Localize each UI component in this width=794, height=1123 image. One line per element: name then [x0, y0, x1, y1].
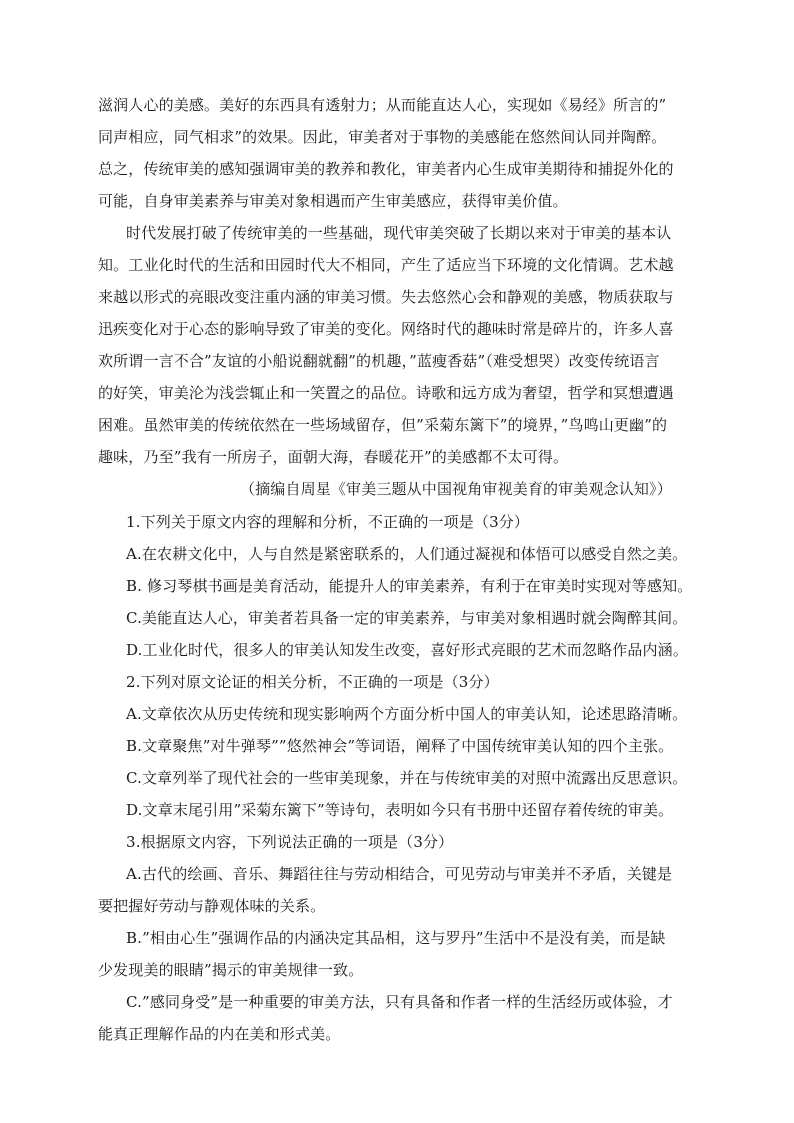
question-3-option-c-line-1: C.”感同身受”是一种重要的审美方法，只有具备和作者一样的生活经历或体验，才 — [126, 993, 673, 1011]
question-2-option-d: D.文章末尾引用”采菊东篱下”等诗句，表明如今只有书册中还留存着传统的审美。 — [126, 801, 674, 819]
question-1-option-a: A.在农耕文化中，人与自然是紧密联系的，人们通过凝视和体悟可以感受自然之美。 — [126, 545, 688, 563]
question-2-option-c: C.文章列举了现代社会的一些审美现象，并在与传统审美的对照中流露出反思意识。 — [126, 769, 688, 787]
question-3-stem: 3.根据原文内容，下列说法正确的一项是（3分） — [126, 833, 454, 851]
paragraph-2-line-6: 的好笑，审美沦为浅尝辄止和一笑置之的品位。诗歌和远方成为奢望，哲学和冥想遭遇 — [98, 384, 674, 402]
paragraph-2-line-2: 知。工业化时代的生活和田园时代大不相同，产生了适应当下环境的文化情调。艺术越 — [98, 256, 674, 274]
paragraph-1-line-3: 总之，传统审美的感知强调审美的教养和教化，审美者内心生成审美期待和捕捉外化的 — [98, 160, 674, 178]
question-3-option-b-line-2: 少发现美的眼睛”揭示的审美规律一致。 — [98, 961, 364, 979]
question-2-stem: 2.下列对原文论证的相关分析，不正确的一项是（3分） — [126, 673, 499, 691]
paragraph-1-line-2: 同声相应，同气相求”的效果。因此，审美者对于事物的美感能在悠然间认同并陶醉。 — [98, 128, 667, 146]
question-3-option-c-line-2: 能真正理解作品的内在美和形式美。 — [98, 1025, 341, 1043]
question-1-stem: 1.下列关于原文内容的理解和分析，不正确的一项是（3分） — [126, 513, 530, 531]
paragraph-2-line-1: 时代发展打破了传统审美的一些基础，现代审美突破了长期以来对于审美的基本认 — [126, 224, 672, 242]
paragraph-1-line-1: 滋润人心的美感。美好的东西具有透射力；从而能直达人心，实现如《易经》所言的” — [98, 96, 667, 114]
paragraph-2-line-5: 欢所谓一言不合”友谊的小船说翻就翻”的机趣，”蓝瘦香菇”（难受想哭）改变传统语言 — [98, 352, 660, 370]
paragraph-1-line-4: 可能，自身审美素养与审美对象相遇而产生审美感应，获得审美价值。 — [98, 192, 568, 210]
source-citation: （摘编自周星《审美三题从中国视角审视美育的审美观念认知》） — [240, 480, 672, 498]
paragraph-2-line-8: 趣味，乃至”我有一所房子，面朝大海，春暖花开”的美感都不太可得。 — [98, 448, 569, 466]
question-3-option-a-line-1: A.古代的绘画、音乐、舞蹈往往与劳动相结合，可见劳动与审美并不矛盾，关键是 — [126, 865, 673, 883]
question-2-option-b: B.文章聚焦”对牛弹琴””悠然神会”等词语，阐释了中国传统审美认知的四个主张。 — [126, 737, 674, 755]
question-2-option-a: A.文章依次从历史传统和现实影响两个方面分析中国人的审美认知，论述思路清晰。 — [126, 705, 688, 723]
question-3-option-a-line-2: 要把握好劳动与静观体味的关系。 — [98, 897, 326, 915]
paragraph-2-line-7: 困难。虽然审美的传统依然在一些场域留存，但”采菊东篱下”的境界，”鸟鸣山更幽”的 — [98, 416, 668, 434]
question-1-option-b: B. 修习琴棋书画是美育活动，能提升人的审美素养，有利于在审美时实现对等感知。 — [126, 577, 693, 595]
question-1-option-d: D.工业化时代，很多人的审美认知发生改变，喜好形式亮眼的艺术而忽略作品内涵。 — [126, 641, 688, 659]
question-3-option-b-line-1: B.”相由心生”强调作品的内涵决定其品相，这与罗丹”生活中不是没有美，而是缺 — [126, 929, 666, 947]
question-1-option-c: C.美能直达人心，审美者若具备一定的审美素养，与审美对象相遇时就会陶醉其间。 — [126, 609, 688, 627]
paragraph-2-line-3: 来越以形式的亮眼改变注重内涵的审美习惯。失去悠然心会和静观的美感，物质获取与 — [98, 288, 674, 306]
paragraph-2-line-4: 迅疾变化对于心态的影响导致了审美的变化。网络时代的趣味时常是碎片的，许多人喜 — [98, 320, 674, 338]
